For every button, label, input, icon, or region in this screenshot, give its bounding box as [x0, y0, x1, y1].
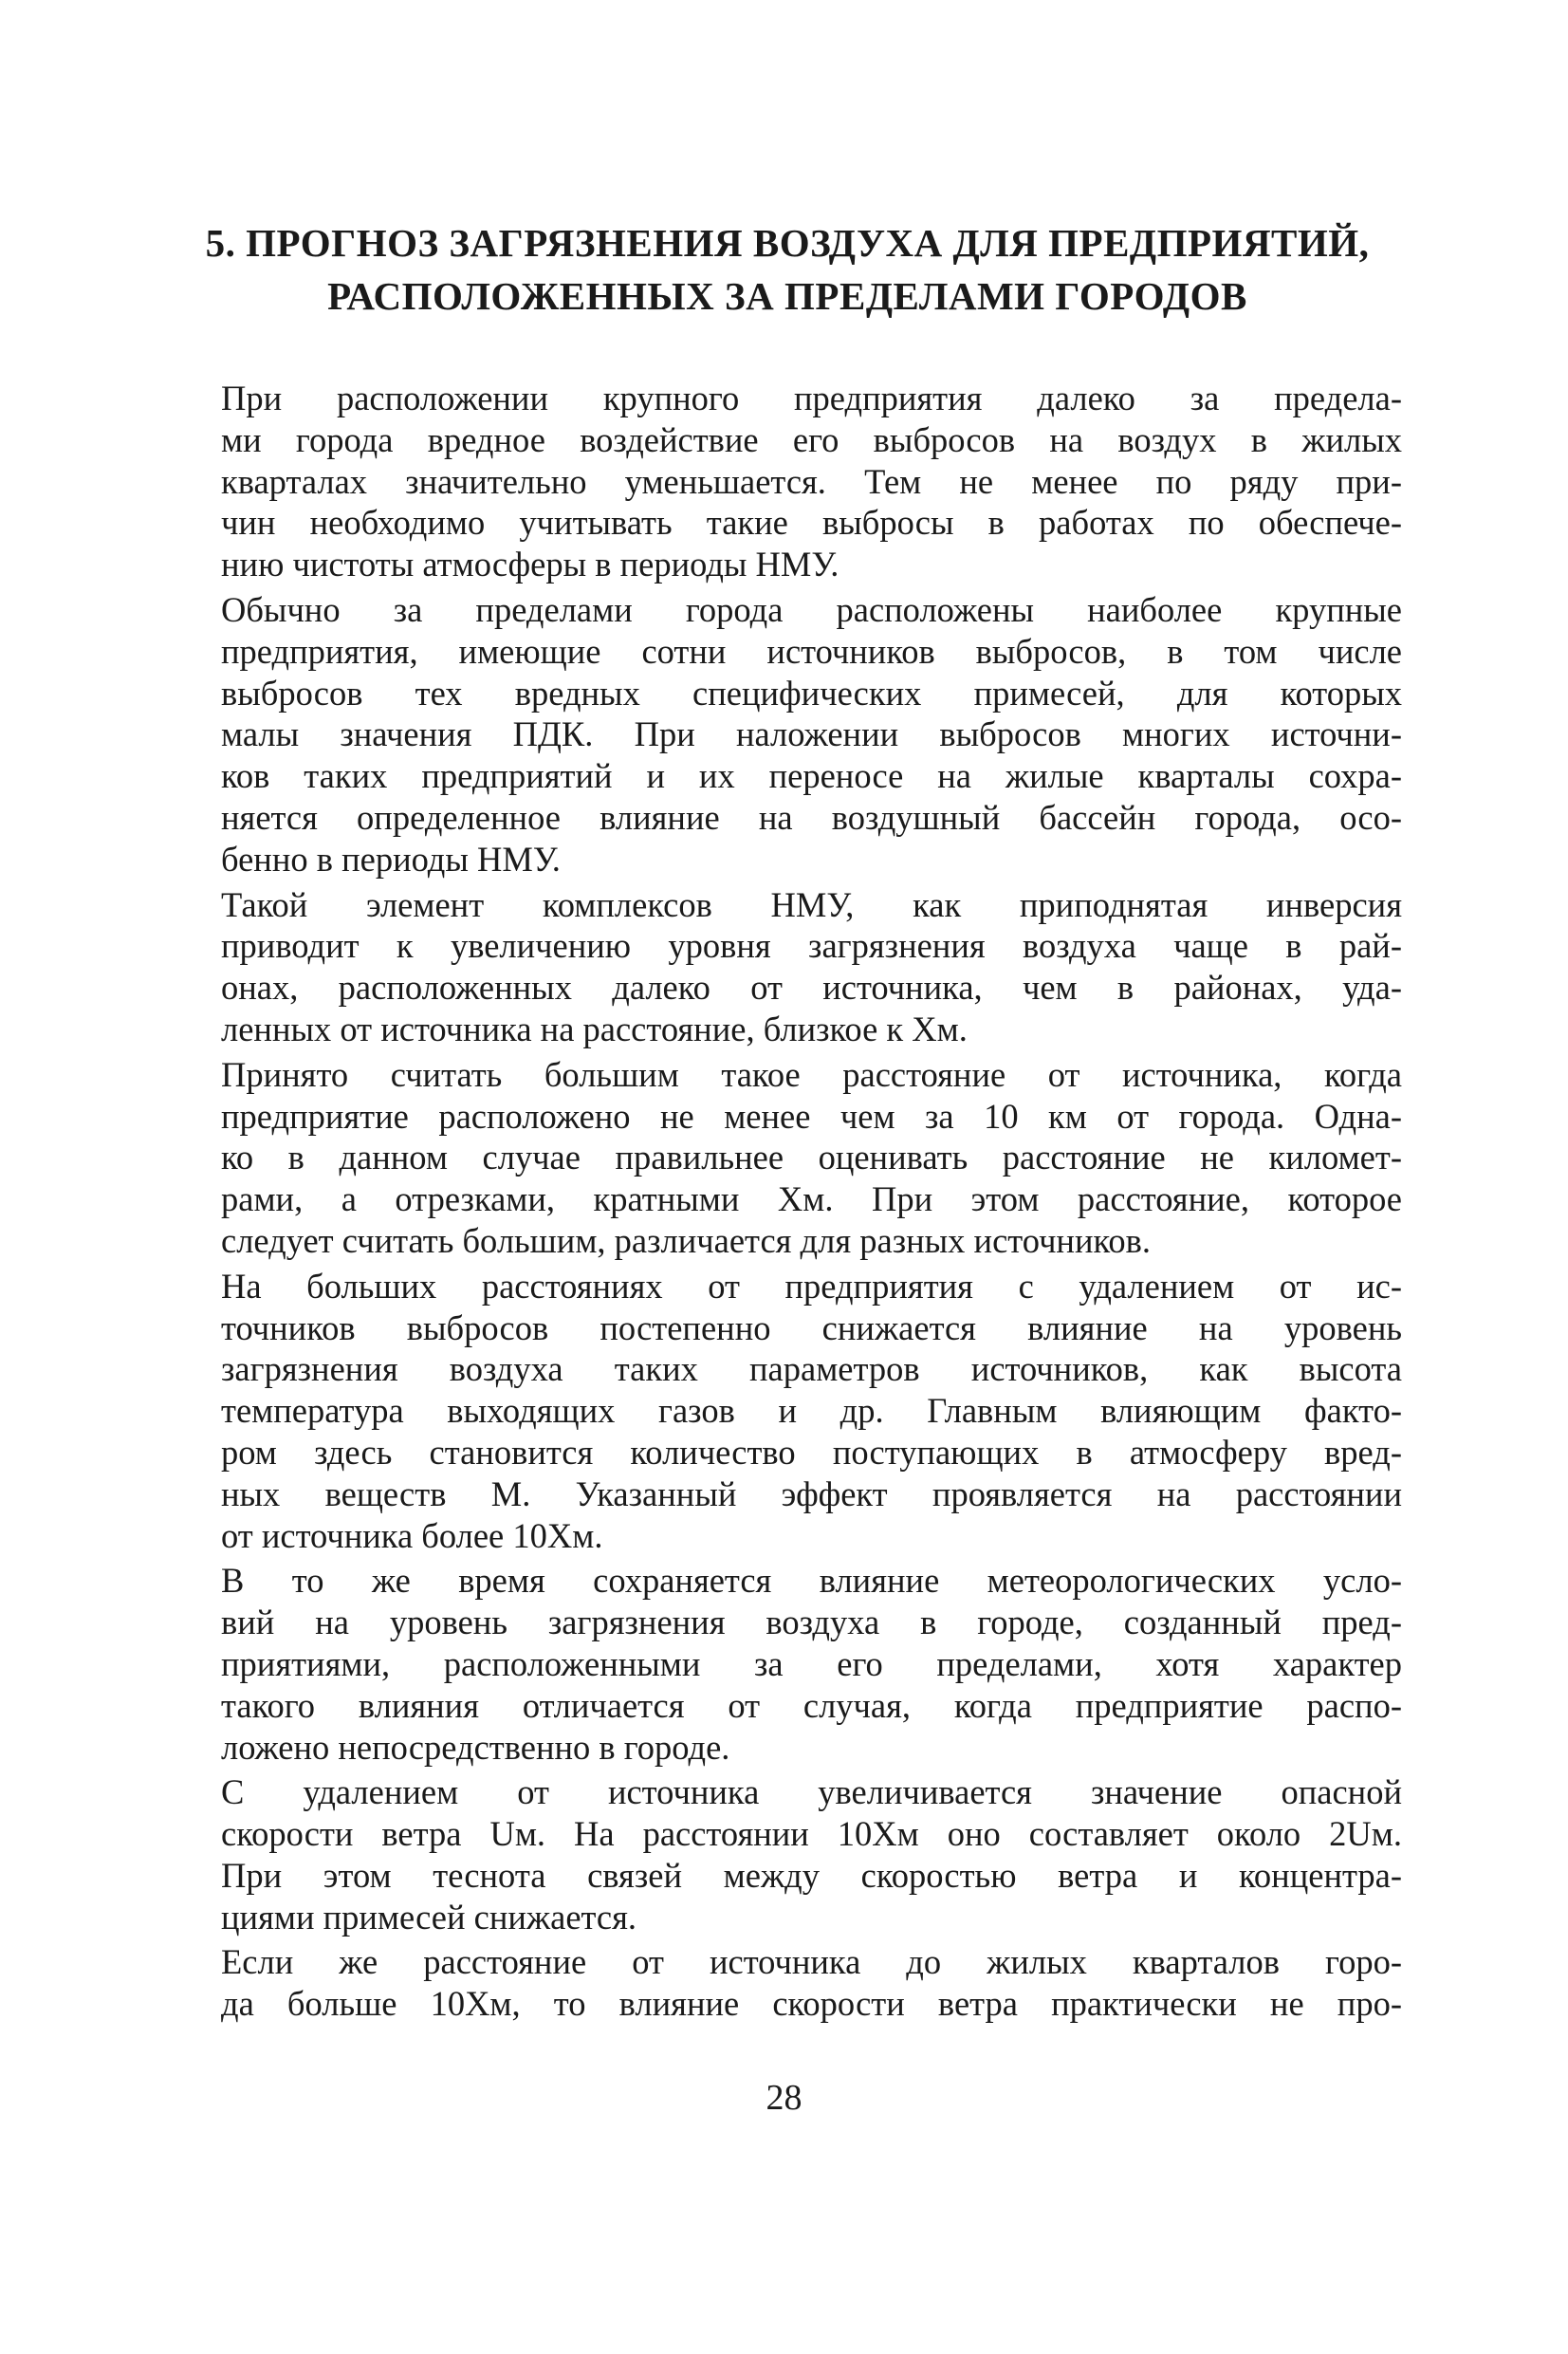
text-line: выбросов тех вредных специфических примесей, для которых — [221, 673, 1402, 713]
text-line: рами, а отрезками, кратными Xм. При этом расстояние, которое — [221, 1179, 1402, 1219]
text-line: При этом теснота связей между скоростью ветра и концентра- — [221, 1855, 1402, 1895]
text-line: малы значения ПДК. При наложении выбросов многих источни- — [221, 714, 1402, 754]
text-line: температура выходящих газов и др. Главным влияющим факто- — [221, 1391, 1402, 1431]
text-line: такого влияния отличается от случая, когда предприятие распо- — [221, 1685, 1402, 1725]
text-line: Если же расстояние от источника до жилых кварталов горо- — [221, 1942, 1402, 1982]
text-line: от источника более 10Xм. — [221, 1515, 603, 1555]
text-line: ложено непосредственно в городе. — [221, 1727, 730, 1767]
text-line: В то же время сохраняется влияние метеорологических усло- — [221, 1561, 1402, 1601]
text-line: При расположении крупного предприятия далеко за предела- — [221, 379, 1402, 417]
paragraph — [221, 1054, 1402, 1262]
text-line: ром здесь становится количество поступающих в атмосферу вред- — [221, 1432, 1402, 1472]
text-line: ных веществ M. Указанный эффект проявляется на расстоянии — [221, 1474, 1402, 1513]
text-line: ков таких предприятий и их переносе на жилые кварталы сохра- — [221, 756, 1402, 796]
page-number: 28 — [766, 2078, 802, 2118]
paragraph — [221, 884, 1402, 1050]
heading-line-1: 5. ПРОГНОЗ ЗАГРЯЗНЕНИЯ ВОЗДУХА ДЛЯ ПРЕДПРИЯТИЙ, — [205, 221, 1370, 265]
text-line: бенно в периоды НМУ. — [221, 839, 561, 879]
text-line: предприятие расположено не менее чем за 10 км от города. Одна- — [221, 1096, 1402, 1136]
paragraph — [221, 1560, 1402, 1768]
text-line: вий на уровень загрязнения воздуха в городе, созданный пред- — [221, 1603, 1402, 1642]
text-line: Такой элемент комплексов НМУ, как приподнятая инверсия — [221, 884, 1402, 924]
paragraph — [221, 1941, 1402, 2025]
text-line: ми города вредное воздействие его выбросов на воздух в жилых — [221, 419, 1402, 459]
text-line: Обычно за пределами города расположены наиболее крупные — [221, 589, 1402, 629]
text-line: приводит к увеличению уровня загрязнения воздуха чаще в рай- — [221, 926, 1402, 966]
section-heading — [142, 216, 1432, 323]
text-line: няется определенное влияние на воздушный бассейн города, осо- — [221, 797, 1402, 837]
text-line: следует считать большим, различается для разных источников. — [221, 1220, 1151, 1260]
heading-line-2: РАСПОЛОЖЕННЫХ ЗА ПРЕДЕЛАМИ ГОРОДОВ — [327, 274, 1247, 318]
text-line: С удалением от источника увеличивается значение опасной — [221, 1772, 1402, 1812]
text-line: нию чистоты атмосферы в периоды НМУ. — [221, 545, 839, 584]
text-line: На больших расстояниях от предприятия с удалением от ис- — [221, 1266, 1402, 1306]
text-line: предприятия, имеющие сотни источников выбросов, в том числе — [221, 631, 1402, 671]
text-line: Принято считать большим такое расстояние от источника, когда — [221, 1054, 1402, 1094]
text-line: приятиями, расположенными за его пределами, хотя характер — [221, 1643, 1402, 1683]
paragraph — [221, 378, 1402, 585]
text-line: онах, расположенных далеко от источника, чем в районах, уда- — [221, 968, 1402, 1008]
text-line: ко в данном случае правильнее оценивать расстояние не километ- — [221, 1138, 1402, 1177]
text-line: чин необходимо учитывать такие выбросы в работах по обеспече- — [221, 503, 1402, 543]
text-line: ленных от источника на расстояние, близкое к Xм. — [221, 1009, 968, 1048]
text-line: скорости ветра Uм. На расстоянии 10Xм оно составляет около 2Uм. — [221, 1814, 1402, 1854]
text-line: да больше 10Xм, то влияние скорости ветра практически не про- — [221, 1984, 1402, 2024]
paragraph — [221, 1771, 1402, 1937]
text-line: циями примесей снижается. — [221, 1897, 637, 1937]
paragraph — [221, 1266, 1402, 1557]
text-line: кварталах значительно уменьшается. Тем не менее по ряду при- — [221, 461, 1402, 501]
text-line: загрязнения воздуха таких параметров источников, как высота — [221, 1349, 1402, 1389]
body-text — [221, 378, 1402, 2029]
paragraph — [221, 589, 1402, 880]
text-line: точников выбросов постепенно снижается влияние на уровень — [221, 1307, 1402, 1347]
